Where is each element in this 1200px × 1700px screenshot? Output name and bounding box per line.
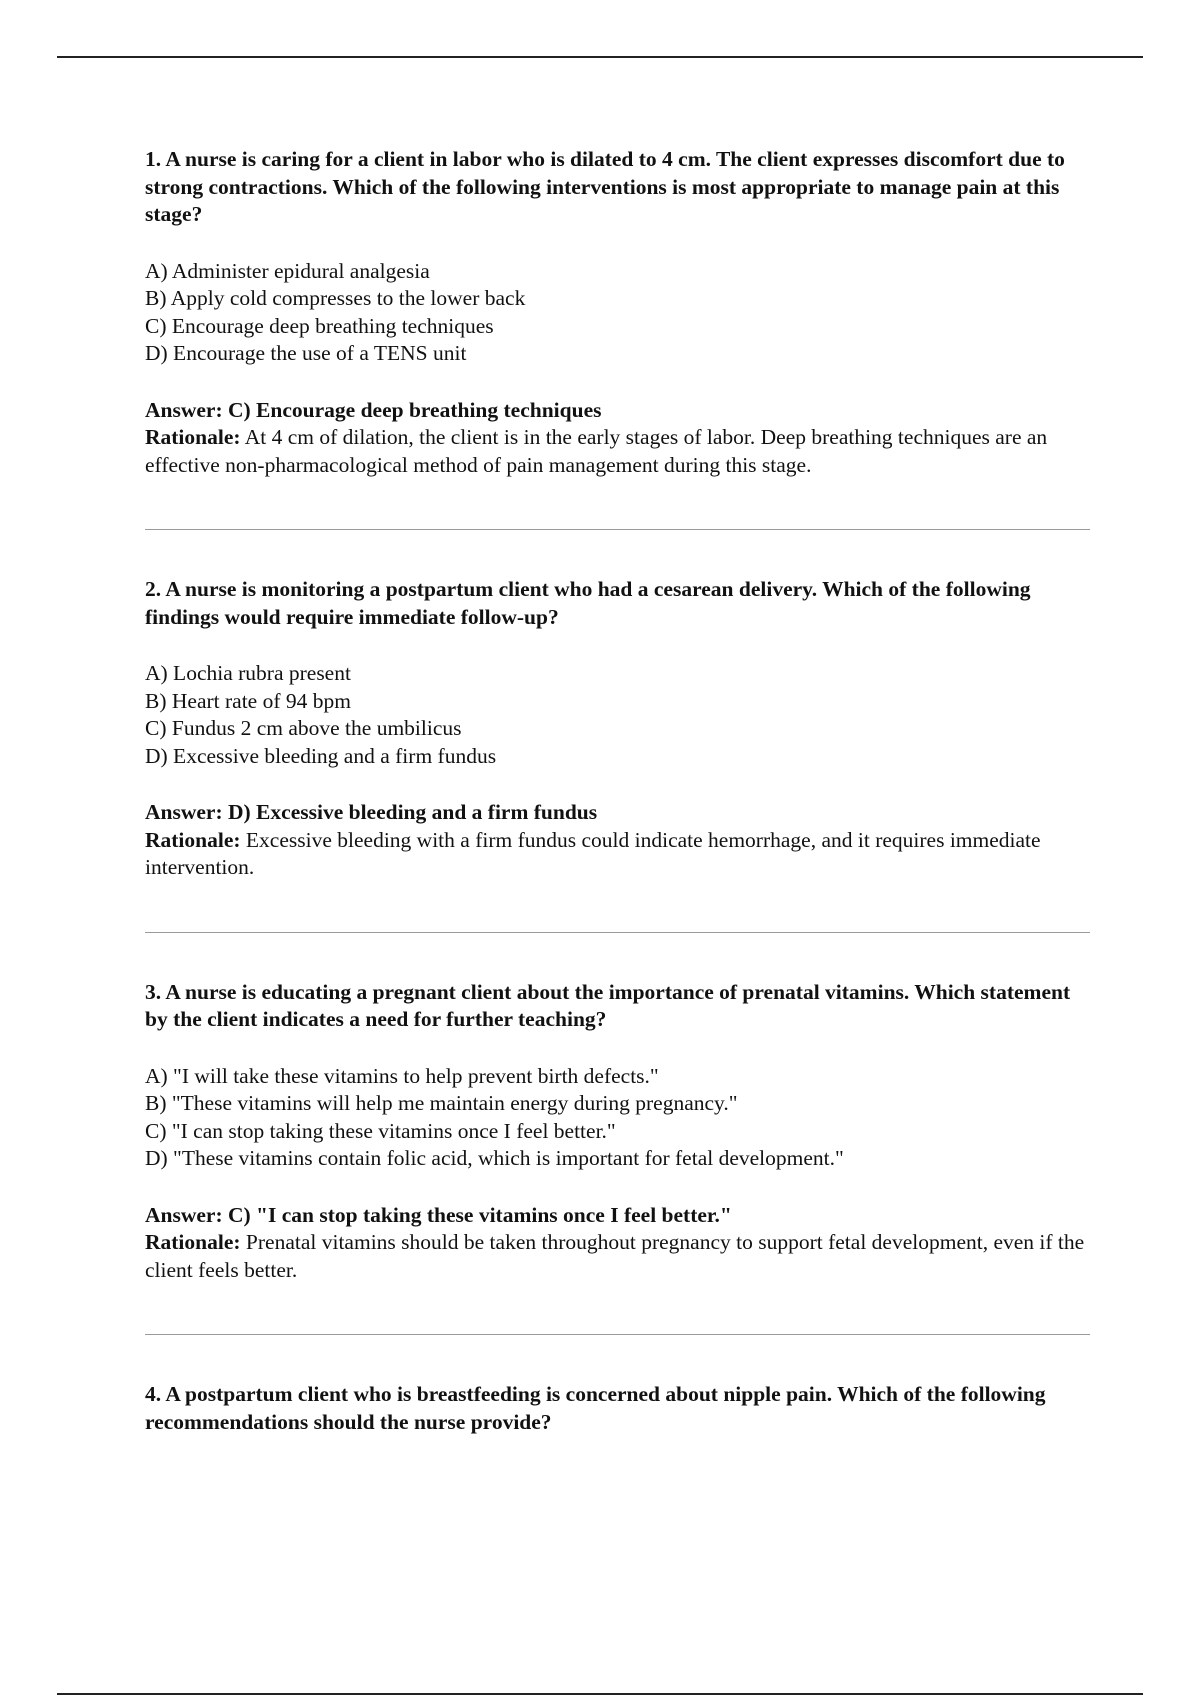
question-2 [145,576,1090,882]
option-a: A) Lochia rubra present [145,661,351,685]
option-d: D) Excessive bleeding and a firm fundus [145,743,497,768]
question-divider [145,529,1090,530]
rationale-text: Excessive bleeding with a firm fundus could indicate hemorrhage, and it requires immediate intervention. [145,827,1041,879]
question-divider [145,932,1090,933]
rationale-label: Rationale: [145,827,241,852]
rationale-text: At 4 cm of dilation, the client is in the early stages of labor. Deep breathing techniques are an effective non-pharmacological method of pain management during this stage. [145,425,1048,477]
option-b: B) Apply cold compresses to the lower back [145,286,526,310]
rationale [145,424,1090,479]
page-top-rule [57,56,1143,58]
question-4 [145,1381,1090,1436]
option-c: C) Encourage deep breathing techniques [145,313,494,338]
option-b: B) "These vitamins will help me maintain energy during pregnancy." [145,1091,738,1115]
question-text: 1. A nurse is caring for a client in labor who is dilated to 4 cm. The client expresses discomfort due to strong contractions. Which of the following interventions is most appropriate to manage pain at this stage? [145,147,1065,226]
question-divider [145,1334,1090,1335]
option-list [145,258,1090,368]
question-text: 3. A nurse is educating a pregnant client about the importance of prenatal vitamins. Which statement by the client indicates a need for further teaching? [145,979,1071,1031]
answer-text: Answer: C) Encourage deep breathing techniques [145,397,602,422]
option-c: C) Fundus 2 cm above the umbilicus [145,716,462,740]
rationale-label: Rationale: [145,425,241,449]
answer-text: Answer: D) Excessive bleeding and a firm fundus [145,800,598,824]
document-body [145,146,1090,1436]
rationale [145,1229,1090,1284]
question-3 [145,979,1090,1285]
option-a: A) "I will take these vitamins to help prevent birth defects." [145,1063,659,1088]
option-list [145,660,1090,770]
option-d: D) "These vitamins contain folic acid, which is important for fetal development." [145,1146,844,1170]
option-b: B) Heart rate of 94 bpm [145,688,351,713]
rationale-label: Rationale: [145,1230,241,1254]
rationale-text: Prenatal vitamins should be taken throughout pregnancy to support fetal development, even if the client feels better. [145,1230,1085,1282]
option-list [145,1063,1090,1173]
option-a: A) Administer epidural analgesia [145,258,430,283]
rationale [145,827,1090,882]
page-bottom-rule [57,1693,1143,1695]
question-text: 2. A nurse is monitoring a postpartum client who had a cesarean delivery. Which of the following findings would require immediate follow-up? [145,577,1031,629]
option-d: D) Encourage the use of a TENS unit [145,341,467,365]
question-1 [145,146,1090,479]
question-text: 4. A postpartum client who is breastfeeding is concerned about nipple pain. Which of the following recommendations should the nurse provide? [145,1382,1046,1434]
option-c: C) "I can stop taking these vitamins once I feel better." [145,1118,616,1143]
answer-text: Answer: C) "I can stop taking these vitamins once I feel better." [145,1202,732,1227]
